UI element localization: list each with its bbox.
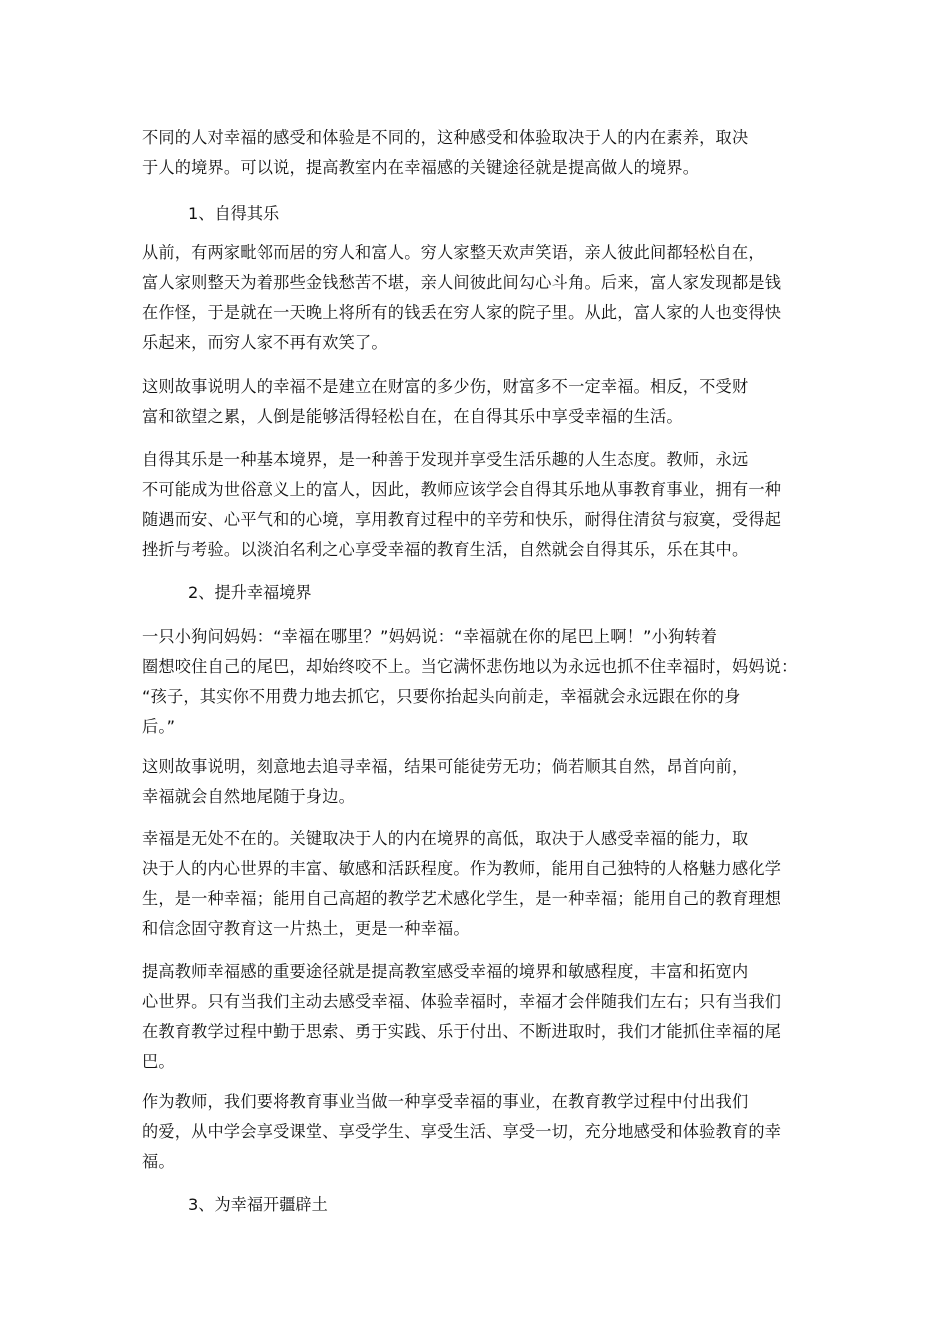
discussion-paragraph-1: 自得其乐是一种基本境界，是一种善于发现并享受生活乐趣的人生态度。教师，永远 不可能成为世俗意义上的富人，因此，教师应该学会自得其乐地从事教育事业，拥有一种 随遇而安、心平气和的心境，享用教育过程中的辛劳和快乐，耐得住清贫与寂寞，受得起 挫折与考验。以淡泊名利之心享受幸福的教育生活，自然就会自得其乐，乐在其中。 xyxy=(142,450,782,559)
intro-paragraph: 不同的人对幸福的感受和体验是不同的，这种感受和体验取决于人的内在素养，取决 于人的境界。可以说，提高教室内在幸福感的关键途径就是提高做人的境界。 xyxy=(142,128,749,177)
section-heading-2: 2、提升幸福境界 xyxy=(188,583,312,602)
story-paragraph-2: 一只小狗问妈妈：“幸福在哪里？”妈妈说：“幸福就在你的尾巴上啊！”小狗转着 圈想咬住自己的尾巴，却始终咬不上。当它满怀悲伤地以为永远也抓不住幸福时，妈妈说： “孩子，其实你不用费力地去抓它，只要你抬起头向前走，幸福就会永远跟在你的身 后。” xyxy=(142,627,798,736)
discussion-paragraph-4: 作为教师，我们要将教育事业当做一种享受幸福的事业，在教育教学过程中付出我们 的爱，从中学会享受课堂、享受学生、享受生活、享受一切，充分地感受和体验教育的幸 福。 xyxy=(142,1092,782,1171)
section-heading-1: 1、自得其乐 xyxy=(188,204,280,223)
moral-paragraph-2: 这则故事说明，刻意地去追寻幸福，结果可能徒劳无功；倘若顺其自然，昂首向前， 幸福就会自然地尾随于身边。 xyxy=(142,757,749,806)
story-paragraph-1: 从前，有两家毗邻而居的穷人和富人。穷人家整天欢声笑语，亲人彼此间都轻松自在， 富人家则整天为着那些金钱愁苦不堪，亲人间彼此间勾心斗角。后来，富人家发现都是钱 在作怪，于是就在一天晚上将所有的钱丢在穷人家的院子里。从此，富人家的人也变得快 乐起来，而穷人家不再有欢笑了。 xyxy=(142,243,782,352)
section-heading-3: 3、为幸福开疆辟土 xyxy=(188,1195,328,1214)
discussion-paragraph-2: 幸福是无处不在的。关键取决于人的内在境界的高低，取决于人感受幸福的能力，取 决于人的内心世界的丰富、敏感和活跃程度。作为教师，能用自己独特的人格魅力感化学 生，是一种幸福；能用自己高超的教学艺术感化学生，是一种幸福；能用自己的教育理想 和信念固守教育这一片热土，更是一种幸福。 xyxy=(142,829,782,938)
moral-paragraph-1: 这则故事说明人的幸福不是建立在财富的多少伤，财富多不一定幸福。相反，不受财 富和欲望之累，人倒是能够活得轻松自在，在自得其乐中享受幸福的生活。 xyxy=(142,377,749,426)
discussion-paragraph-3: 提高教师幸福感的重要途径就是提高教室感受幸福的境界和敏感程度，丰富和拓宽内 心世界。只有当我们主动去感受幸福、体验幸福时，幸福才会伴随我们左右；只有当我们 在教育教学过程中勤于思索、勇于实践、乐于付出、不断进取时，我们才能抓住幸福的尾 巴。 xyxy=(142,962,782,1071)
